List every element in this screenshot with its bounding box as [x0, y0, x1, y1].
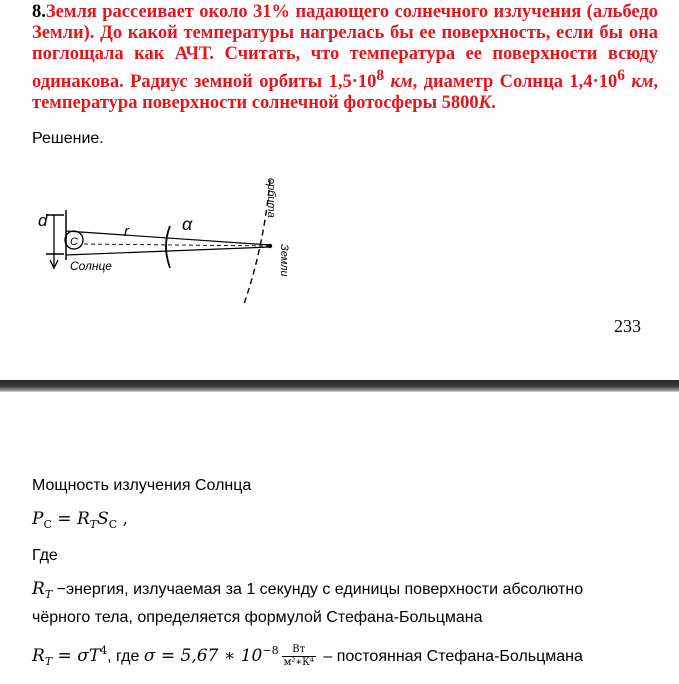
- sigma-exponent: −8: [262, 644, 279, 657]
- rt-description-line2: чёрного тела, определяется формулой Стефана-Больцмана: [32, 609, 483, 626]
- orbit-exponent: 8: [376, 67, 385, 84]
- units-fraction: [282, 644, 316, 669]
- earth-label: Земли: [278, 244, 290, 277]
- solution-label: Решение.: [32, 130, 104, 147]
- unit-km: км: [390, 72, 413, 93]
- alpha-label: α: [182, 214, 193, 234]
- formula-stefan-boltzmann: [32, 644, 583, 669]
- units-denominator: м²∗К⁴: [283, 657, 314, 668]
- d-label: d: [38, 211, 48, 230]
- sigma-value: σ = 5,67 ∗ 10: [143, 646, 263, 666]
- problem-number: 8.: [32, 2, 46, 22]
- equals: =: [51, 509, 77, 529]
- problem-text: , диаметр Солнца 1,4·10: [412, 72, 618, 93]
- rt-lhs-subscript: T: [44, 655, 53, 668]
- stefan-boltzmann-caption: – постоянная Стефана-Больцмана: [318, 648, 583, 665]
- page-break-divider: [0, 380, 679, 392]
- problem-text: , температура поверхности солнечной фотосферы 5800: [32, 72, 658, 114]
- rt-description-line1: −энергия, излучаемая за 1 секунду с единицы поверхности абсолютно: [52, 581, 584, 598]
- p-symbol: P: [32, 509, 44, 529]
- p-subscript: С: [43, 518, 52, 531]
- sigma-t: = σT: [52, 646, 101, 666]
- power-four: 4: [100, 644, 108, 657]
- sun-caption: Солнце: [70, 259, 112, 273]
- cone-mid-line: [84, 244, 270, 246]
- s-symbol: S: [97, 509, 109, 529]
- r-subscript: T: [89, 518, 98, 531]
- formula-sun-power: [32, 509, 128, 531]
- unit-km: км: [631, 72, 654, 93]
- sun-symbol: С: [70, 236, 78, 248]
- r-symbol: R: [76, 509, 90, 529]
- problem-statement: [32, 2, 658, 114]
- sun-power-heading: Мощность излучения Солнца: [32, 477, 252, 494]
- r-label: r: [124, 223, 129, 240]
- orbit-label: орбита: [265, 178, 277, 218]
- sun-earth-diagram: [32, 168, 332, 318]
- page-number: 233: [614, 316, 641, 336]
- rt-lhs: R: [32, 646, 45, 666]
- diameter-exponent: 6: [617, 67, 625, 84]
- rt-symbol: R: [32, 579, 45, 599]
- where-text: , где: [107, 648, 144, 665]
- earth-dot: [268, 244, 272, 248]
- period: .: [491, 93, 496, 114]
- alpha-arc: [166, 226, 170, 268]
- rt-definition: [32, 579, 583, 601]
- rt-subscript: T: [44, 588, 53, 601]
- units-numerator: Вт: [282, 644, 316, 657]
- where-label: Где: [32, 547, 58, 564]
- unit-kelvin: К: [478, 93, 492, 114]
- comma: ,: [117, 509, 128, 529]
- s-subscript: С: [108, 518, 118, 531]
- cone-lower-line: [66, 247, 270, 255]
- problem-text: Земля рассеивает около 31% падающего солнечного излучения (альбедо Земли). До какой температуры нагрелась бы ее поверхность, если бы она поглощала как АЧТ. Считать, что температура ее поверхности всюду одинакова. Радиус земной орбиты 1,5·10: [32, 2, 658, 93]
